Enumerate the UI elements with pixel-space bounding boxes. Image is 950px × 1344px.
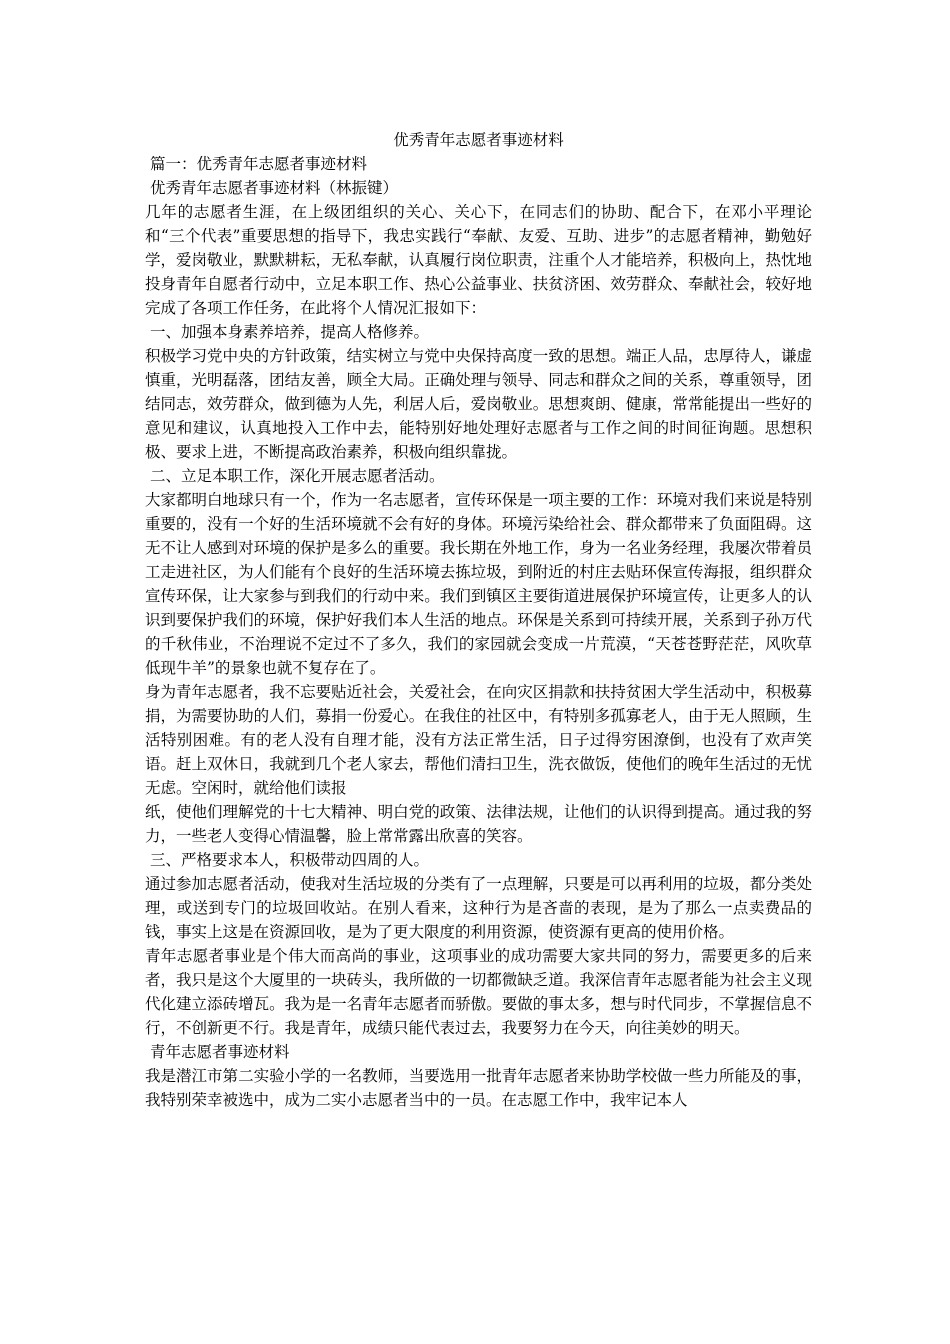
article-heading-2: 青年志愿者事迹材料 [145, 1043, 290, 1061]
paragraph-intro: 几年的志愿者生涯，在上级团组织的关心、关心下，在同志们的协助、配合下，在邓小平理论和“三个代表”重要思想的指导下，我忠实践行“奉献、友爱、互助、进步”的志愿者精神，勤勉好学，爱岗敬业，默默耕耘，无私奉献，认真履行岗位职责，注重个人才能培养，积极向上，热忱地投身青年自愿者行动中，立足本职工作、热心公益事业、扶贫济困、效劳群众、奉献社会，较好地完成了各项工作任务，在此将个人情况汇报如下： [145, 203, 812, 317]
paragraph-environment: 大家都明白地球只有一个，作为一名志愿者，宣传环保是一项主要的工作：环境对我们来说是特别重要的，没有一个好的生活环境就不会有好的身体。环境污染给社会、群众都带来了负面阻碍。这无不让人感到对环境的保护是多么的重要。我长期在外地工作，身为一名业务经理，我屡次带着员工走进社区，为人们能有个良好的生活环境去拣垃圾，到附近的村庄去贴环保宣传海报，组织群众宣传环保，让大家参与到我们的行动中来。我们到镇区主要街道进展保护环境宣传，让更多人的认识到要保护我们的环境，保护好我们本人生活的地点。环保是关系到可持续开展，关系到子孙万代的千秋伟业，不治理说不定过不了多久，我们的家园就会变成一片荒漠，“天苍苍野茫茫，风吹草低现牛羊”的景象也就不复存在了。 [145, 491, 812, 677]
paragraph-conclusion: 青年志愿者事业是个伟大而高尚的事业，这项事业的成功需要大家共同的努力，需要更多的后来者，我只是这个大厦里的一块砖头，我所做的一切都微缺乏道。我深信青年志愿者能为社会主义现代化建立添砖增瓦。我为是一名青年志愿者而骄傲。要做的事太多，想与时代同步，不掌握信息不行，不创新更不行。我是青年，成绩只能代表过去，我要努力在今天，向往美妙的明天。 [145, 947, 812, 1037]
document-page [145, 128, 812, 1112]
section-heading-1: 一、加强本身素养培养，提高人格修养。 [145, 323, 429, 341]
paragraph-self-cultivation: 积极学习党中央的方针政策，结实树立与党中央保持高度一致的思想。端正人品，忠厚待人，谦虚慎重，光明磊落，团结友善，顾全大局。正确处理与领导、同志和群众之间的关系，尊重领导，团结同志，效劳群众，做到德为人先，利居人后，爱岗敬业。思想爽朗、健康，常常能提出一些好的意见和建议，认真地投入工作中去，能特别好地处理好志愿者与工作之间的时间征询题。思想积极、要求上进，不断提高政治素养，积极向组织靠拢。 [145, 347, 812, 461]
section-heading-3: 三、严格要求本人，积极带动四周的人。 [145, 851, 429, 869]
section-heading-2: 二、立足本职工作，深化开展志愿者活动。 [145, 467, 445, 485]
paragraph-teacher: 我是潜江市第二实验小学的一名教师，当要选用一批青年志愿者来协助学校做一些力所能及的事，我特别荣幸被选中，成为二实小志愿者当中的一员。在志愿工作中，我牢记本人 [145, 1067, 812, 1109]
paragraph-community-care-cont: 纸，使他们理解党的十七大精神、明白党的政策、法律法规，让他们的认识得到提高。通过我的努力，一些老人变得心情温馨，脸上常常露出欣喜的笑容。 [145, 803, 812, 845]
article-heading: 优秀青年志愿者事迹材料（林振键） [145, 179, 398, 197]
document-title: 优秀青年志愿者事迹材料 [393, 131, 564, 149]
paragraph-community-care: 身为青年志愿者，我不忘要贴近社会，关爱社会，在向灾区捐款和扶持贫困大学生活动中，积极募捐，为需要协助的人们，募捐一份爱心。在我住的社区中，有特别多孤寡老人，由于无人照顾，生活特别困难。有的老人没有自理才能，没有方法正常生活，日子过得穷困潦倒，也没有了欢声笑语。赶上双休日，我就到几个老人家去，帮他们清扫卫生，洗衣做饭，使他们的晚年生活过的无忧无虑。空闲时，就给他们读报 [145, 683, 812, 797]
paragraph-recycling: 通过参加志愿者活动，使我对生活垃圾的分类有了一点理解，只要是可以再利用的垃圾，都分类处理，或送到专门的垃圾回收站。在别人看来，这种行为是吝啬的表现，是为了那么一点卖费品的钱，事实上这是在资源回收，是为了更大限度的利用资源，使资源有更高的使用价格。 [145, 875, 812, 941]
chapter-heading: 篇一：优秀青年志愿者事迹材料 [145, 155, 367, 173]
